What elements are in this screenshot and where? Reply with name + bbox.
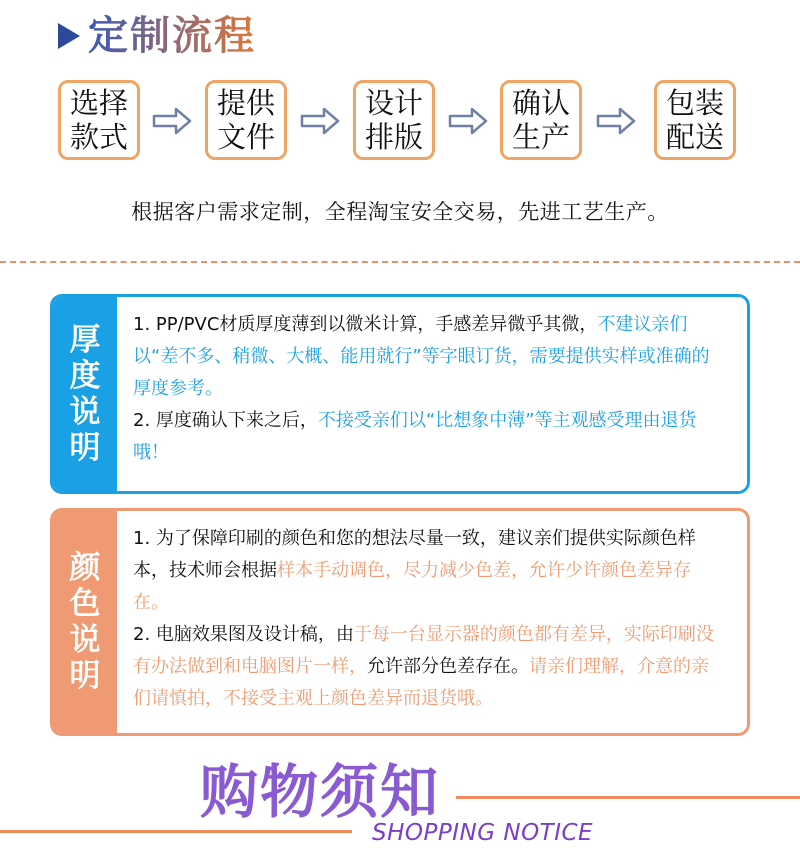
text-highlight: 不建议亲们以“差不多、稍微、大概、能用就行”等字眼订货，需要提供实样或准确的厚度参考。 — [133, 314, 710, 399]
color-notice-body — [133, 523, 723, 715]
process-description: 根据客户需求定制，全程淘宝安全交易，先进工艺生产。 — [131, 200, 669, 224]
text-normal: 2. 电脑效果图及设计稿，由 — [133, 624, 354, 645]
side-char: 色 — [69, 586, 101, 622]
side-char: 明 — [69, 430, 101, 466]
shopping-notice-title: 购物须知 — [200, 758, 441, 826]
decorative-line — [456, 796, 800, 799]
step-label-line2: 文件 — [216, 120, 275, 154]
step-label-line2: 生产 — [511, 120, 570, 154]
step-label-line1: 提供 — [216, 86, 275, 120]
step-label-line2: 款式 — [69, 120, 128, 154]
color-paragraph-1 — [133, 523, 723, 619]
decorative-line — [0, 830, 352, 833]
arrow-right-icon — [300, 106, 340, 136]
shopping-notice-subtitle: SHOPPING NOTICE — [372, 820, 594, 846]
side-char: 说 — [69, 394, 101, 430]
text-normal: 1. 为了保障印刷的颜色和您的想法尽量一致，建议亲们提供实际颜色样本，技术师会根据 — [133, 528, 696, 581]
text-normal: 2. 厚度确认下来之后， — [133, 410, 318, 431]
arrow-right-icon — [448, 106, 488, 136]
step-label-line1: 确认 — [511, 86, 570, 120]
text-highlight: 于每一台显示器的颜色都有差异，实际印刷没有办法做到和电脑图片一样， — [133, 624, 714, 677]
step-confirm-produce — [500, 80, 582, 160]
step-label-line1: 选择 — [69, 86, 128, 120]
section-title-text: 定制流程 — [88, 10, 256, 62]
text-normal: 允许部分色差存在。 — [367, 656, 529, 677]
side-char: 明 — [69, 658, 101, 694]
play-triangle-icon — [58, 23, 80, 49]
step-label-line2: 配送 — [665, 120, 724, 154]
arrow-right-icon — [152, 106, 192, 136]
color-notice-box — [50, 508, 750, 736]
thickness-paragraph-1 — [133, 309, 723, 405]
thickness-paragraph-2 — [133, 405, 723, 469]
thickness-notice-box — [50, 294, 750, 494]
side-char: 颜 — [69, 550, 101, 586]
step-label-line2: 排版 — [364, 120, 423, 154]
side-char: 度 — [69, 358, 101, 394]
text-highlight: 请亲们理解，介意的亲们请慎拍，不接受主观上颜色差异而退货哦。 — [133, 656, 709, 709]
step-label-line1: 包装 — [665, 86, 724, 120]
section-title — [58, 10, 256, 62]
text-highlight: 不接受亲们以“比想象中薄”等主观感受理由退货哦！ — [133, 410, 697, 463]
step-label-line1: 设计 — [364, 86, 423, 120]
thickness-side-label — [53, 297, 117, 491]
color-side-label — [53, 511, 117, 733]
text-highlight: 样本手动调色，尽力减少色差，允许少许颜色差异存在。 — [133, 560, 691, 613]
text-normal: 1. PP/PVC材质厚度薄到以微米计算，手感差异微乎其微， — [133, 314, 598, 335]
dashed-divider — [0, 261, 800, 263]
thickness-notice-body — [133, 309, 723, 469]
side-char: 厚 — [69, 322, 101, 358]
step-select-style — [58, 80, 140, 160]
side-char: 说 — [69, 622, 101, 658]
arrow-right-icon — [596, 106, 636, 136]
step-provide-file — [205, 80, 287, 160]
step-pack-deliver — [654, 80, 736, 160]
color-paragraph-2 — [133, 619, 723, 715]
step-design-layout — [353, 80, 435, 160]
